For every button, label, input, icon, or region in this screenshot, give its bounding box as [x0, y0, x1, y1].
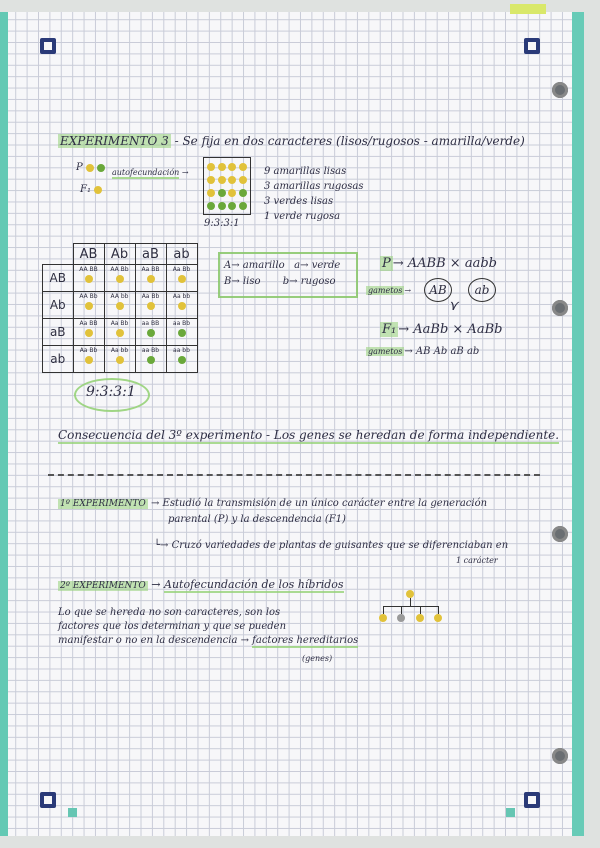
exp2-title: 2º EXPERIMENTO: [60, 581, 146, 591]
p-cross-label: P: [382, 256, 391, 271]
legend-rugoso: rugoso: [300, 276, 336, 287]
p-cross: P → AABB × aabb: [382, 256, 497, 271]
legend-verde: verde: [311, 260, 341, 271]
gametos2-values: AB Ab aB ab: [415, 346, 480, 357]
binder-hole: [552, 82, 568, 98]
paper-right-edge: [572, 12, 584, 836]
punnett-cell: Aa bb: [166, 292, 197, 319]
exp2-header: 2º EXPERIMENTO → Autofecundación de los híbridos: [60, 578, 344, 591]
green-pea-icon: [239, 189, 247, 197]
ratio-small: 9:3:3:1: [204, 218, 240, 229]
corner-logo-icon: [40, 792, 56, 808]
results-list: [264, 164, 363, 224]
exp1-line1: Estudió la transmisión de un único carácter entre la generación: [162, 498, 488, 509]
consecuencia: [58, 428, 559, 442]
exp3-title: EXPERIMENTO 3: [60, 134, 169, 148]
yellow-pea-icon: [239, 176, 247, 184]
gametos2: gametos → AB Ab aB ab: [368, 346, 480, 357]
punnett-cell: aa Bb: [135, 346, 166, 373]
punnett-cell: Aa Bb: [104, 319, 135, 346]
punnett-cell: Aa BB: [73, 319, 104, 346]
legend-b-upper: B: [224, 276, 232, 287]
punnett-cell: AA bb: [104, 292, 135, 319]
punnett-cell: aa bb: [166, 346, 197, 373]
punnett-col-header: AB: [73, 244, 104, 265]
punnett-corner: [43, 244, 74, 265]
corner-logo-icon: [40, 38, 56, 54]
punnett-cell: AA Bb: [104, 265, 135, 292]
offspring-grid: [203, 157, 251, 215]
yellow-pea-icon: [379, 614, 387, 622]
exp3-subtitle: - Se fija en dos caracteres (lisos/rugosos - amarilla/verde): [174, 134, 525, 148]
conclusion-genes: (genes): [302, 654, 333, 663]
yellow-pea-icon: [416, 614, 424, 622]
tree-line: [383, 606, 438, 607]
green-pea-icon: [218, 202, 226, 210]
yellow-pea-icon: [218, 176, 226, 184]
exp1-line3-wrap: └→ Cruzó variedades de plantas de guisantes que se diferenciaban en: [154, 540, 509, 551]
section-divider: [48, 474, 540, 476]
corner-square: [68, 808, 77, 817]
punnett-cell: aa BB: [135, 319, 166, 346]
legend-a-lower: a: [294, 260, 301, 271]
exp1-header: 1º EXPERIMENTO → Estudió la transmisión de un único carácter entre la generación: [60, 498, 488, 509]
green-pea-icon: [228, 202, 236, 210]
gametos1: gametos →: [368, 286, 412, 295]
punnett-col-header: ab: [166, 244, 197, 265]
legend-a-upper: A: [224, 260, 232, 271]
tree-line: [438, 606, 439, 614]
f1-label: F₁: [80, 184, 91, 195]
yellow-pea-icon: [434, 614, 442, 622]
corner-square: [506, 808, 515, 817]
green-pea-icon: [239, 202, 247, 210]
f1-generation: [80, 184, 102, 195]
punnett-cell: Aa bb: [104, 346, 135, 373]
legend-amarillo: amarillo: [242, 260, 285, 271]
autofecundacion-label: autofecundación: [112, 168, 180, 177]
yellow-pea-icon: [406, 590, 414, 598]
gametos1-label: gametos: [368, 286, 403, 295]
binder-hole: [552, 300, 568, 316]
conclusion-line3: manifestar o no en la descendencia: [58, 635, 238, 646]
result-item: 3 verdes lisas: [264, 196, 334, 207]
punnett-col-header: aB: [135, 244, 166, 265]
consecuencia-text: Consecuencia del 3º experimento - Los genes se heredan de forma independiente.: [58, 428, 560, 442]
autofecundacion-arrow: autofecundación →: [112, 168, 189, 177]
green-pea-icon: [218, 189, 226, 197]
punnett-col-header: Ab: [104, 244, 135, 265]
punnett-cell: AA BB: [73, 265, 104, 292]
punnett-square: [42, 243, 198, 373]
green-pea-icon: [207, 202, 215, 210]
binder-hole: [552, 526, 568, 542]
yellow-pea-icon: [218, 163, 226, 171]
result-item: 9 amarillas lisas: [264, 166, 347, 177]
corner-logo-icon: [524, 792, 540, 808]
punnett-row-header: AB: [43, 265, 74, 292]
punnett-cell: AA Bb: [73, 292, 104, 319]
exp1-line2: parental (P) y la descendencia (F1): [168, 514, 346, 525]
gamete-ab-upper: AB: [424, 278, 452, 302]
tree-line: [420, 606, 421, 614]
yellow-pea-icon: [228, 189, 236, 197]
legend-content: A→ amarillo a→ verde B→ liso b→ rugoso: [224, 260, 341, 287]
exp3-header: [58, 134, 525, 148]
gamete-ab-lower: ab: [468, 278, 496, 302]
p-label: P: [76, 162, 83, 173]
yellow-pea-icon: [207, 176, 215, 184]
conclusion-line2: factores que los determinan y que se pueden: [58, 621, 287, 632]
exp1-line4: 1 carácter: [456, 556, 498, 565]
punnett-cell: Aa Bb: [73, 346, 104, 373]
gametos2-label: gametos: [368, 347, 403, 356]
conclusion-factores: factores hereditarios: [252, 635, 359, 646]
conclusion: Lo que se hereda no son caracteres, son los factores que los determinan y que se pueden manifestar o no en la descendencia → factores hereditarios: [58, 607, 359, 646]
conclusion-line1: Lo que se hereda no son caracteres, son los: [58, 607, 281, 618]
yellow-pea-icon: [207, 189, 215, 197]
punnett-cell: aa Bb: [166, 319, 197, 346]
punnett-cell: Aa Bb: [166, 265, 197, 292]
tree-line: [383, 606, 384, 614]
yellow-pea-icon: [228, 163, 236, 171]
f1-cross-genotypes: AaBb × AaBb: [413, 322, 503, 337]
yellow-pea-icon: [228, 176, 236, 184]
ratio-big: 9:3:3:1: [86, 384, 136, 400]
binder-hole: [552, 748, 568, 764]
p-generation: [76, 162, 105, 173]
punnett-cell: Aa Bb: [135, 292, 166, 319]
punnett-row-header: aB: [43, 319, 74, 346]
grey-pea-icon: [397, 614, 405, 622]
f1-cross: F₁ → AaBb × AaBb: [382, 322, 503, 337]
result-item: 1 verde rugosa: [264, 211, 341, 222]
punnett-cell: Aa BB: [135, 265, 166, 292]
f1-cross-label: F₁: [382, 322, 397, 337]
yellow-pea-icon: [239, 163, 247, 171]
exp1-title: 1º EXPERIMENTO: [60, 499, 146, 509]
cross-arrow-icon: ⋎: [448, 298, 459, 314]
corner-logo-icon: [524, 38, 540, 54]
yellow-pea-icon: [86, 164, 94, 172]
green-pea-icon: [97, 164, 105, 172]
tree-line: [410, 598, 411, 606]
punnett-row-header: ab: [43, 346, 74, 373]
p-cross-genotypes: AABB × aabb: [407, 256, 497, 271]
legend-liso: liso: [242, 276, 261, 287]
page-tab: [510, 4, 546, 14]
exp2-line1: Autofecundación de los híbridos: [164, 578, 344, 591]
yellow-pea-icon: [207, 163, 215, 171]
punnett-row-header: Ab: [43, 292, 74, 319]
exp1-line3: Cruzó variedades de plantas de guisantes que se diferenciaban en: [171, 540, 509, 551]
tree-line: [401, 606, 402, 614]
result-item: 3 amarillas rugosas: [264, 181, 364, 192]
legend-b-lower: b: [282, 276, 290, 287]
yellow-pea-icon: [94, 186, 102, 194]
